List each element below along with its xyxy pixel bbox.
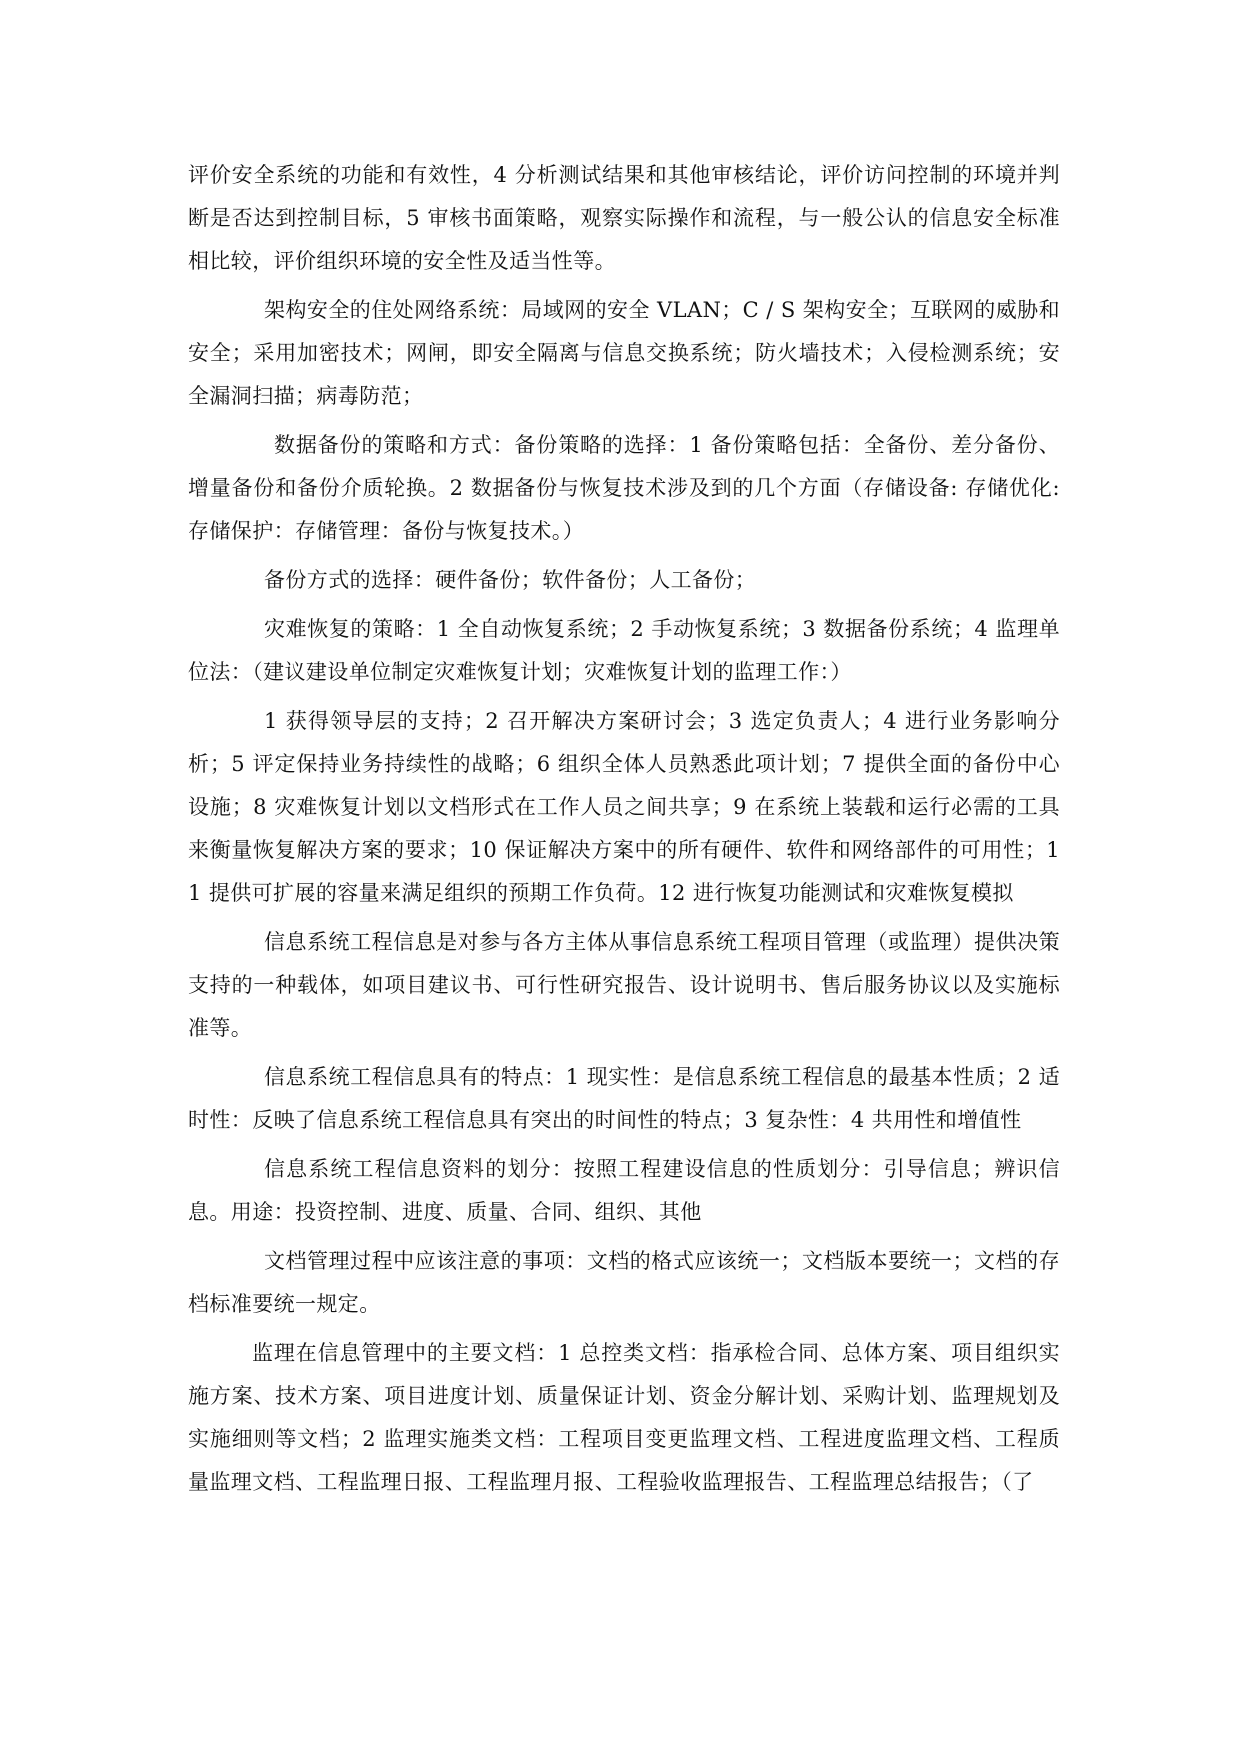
paragraph-recovery-plan-steps: 1 获得领导层的支持；2 召开解决方案研讨会；3 选定负责人；4 进行业务影响分析；5 评定保持业务持续性的战略；6 组织全体人员熟悉此项计划；7 提供全面的备份中心设施；8 灾难恢复计划以文档形式在工作人员之间共享；9 在系统上装载和运行必需的工具来衡量恢复解决方案的要求；10 保证解决方案中的所有硬件、软件和网络部件的可用性；11 提供可扩展的容量来满足组织的预期工作负荷。12 进行恢复功能测试和灾难恢复模拟 — [188, 709, 1060, 905]
paragraph-network-security-architecture: 架构安全的住处网络系统：局域网的安全 VLAN；C / S 架构安全；互联网的威胁和安全；采用加密技术；网闸，即安全隔离与信息交换系统；防火墙技术；入侵检测系统；安全漏洞扫描；病毒防范； — [188, 298, 1060, 408]
paragraph-information-classification: 信息系统工程信息资料的划分：按照工程建设信息的性质划分：引导信息；辨识信息。用途：投资控制、进度、质量、合同、组织、其他 — [188, 1157, 1060, 1224]
paragraph-information-characteristics: 信息系统工程信息具有的特点：1 现实性：是信息系统工程信息的最基本性质；2 适时性：反映了信息系统工程信息具有突出的时间性的特点；3 复杂性：4 共用性和增值性 — [188, 1065, 1060, 1132]
paragraph-supervision-documents: 监理在信息管理中的主要文档：1 总控类文档：指承检合同、总体方案、项目组织实施方案、技术方案、项目进度计划、质量保证计划、资金分解计划、采购计划、监理规划及实施细则等文档；2 监理实施类文档：工程项目变更监理文档、工程进度监理文档、工程质量监理文档、工程监理日报、工程监理月报、工程验收监理报告、工程监理总结报告；（了 — [188, 1341, 1060, 1494]
paragraph-document-management-notes: 文档管理过程中应该注意的事项：文档的格式应该统一；文档版本要统一；文档的存档标准要统一规定。 — [188, 1249, 1060, 1316]
paragraph-backup-methods: 备份方式的选择：硬件备份；软件备份；人工备份； — [264, 568, 757, 592]
paragraph-engineering-information-definition: 信息系统工程信息是对参与各方主体从事信息系统工程项目管理（或监理）提供决策支持的一种载体，如项目建议书、可行性研究报告、设计说明书、售后服务协议以及实施标准等。 — [188, 930, 1060, 1040]
document-body — [188, 154, 1060, 1510]
paragraph-data-backup-strategy: 数据备份的策略和方式：备份策略的选择：1 备份策略包括：全备份、差分备份、增量备份和备份介质轮换。2 数据备份与恢复技术涉及到的几个方面（存储设备: 存储优化: 存储保护：存储管理：备份与恢复技术。） — [188, 433, 1060, 543]
paragraph-security-evaluation: 评价安全系统的功能和有效性，4 分析测试结果和其他审核结论，评价访问控制的环境并判断是否达到控制目标，5 审核书面策略，观察实际操作和流程，与一般公认的信息安全标准相比较，评价组织环境的安全性及适当性等。 — [188, 163, 1060, 273]
paragraph-disaster-recovery-strategy: 灾难恢复的策略：1 全自动恢复系统；2 手动恢复系统；3 数据备份系统；4 监理单位法：（建议建设单位制定灾难恢复计划；灾难恢复计划的监理工作：） — [188, 617, 1060, 684]
